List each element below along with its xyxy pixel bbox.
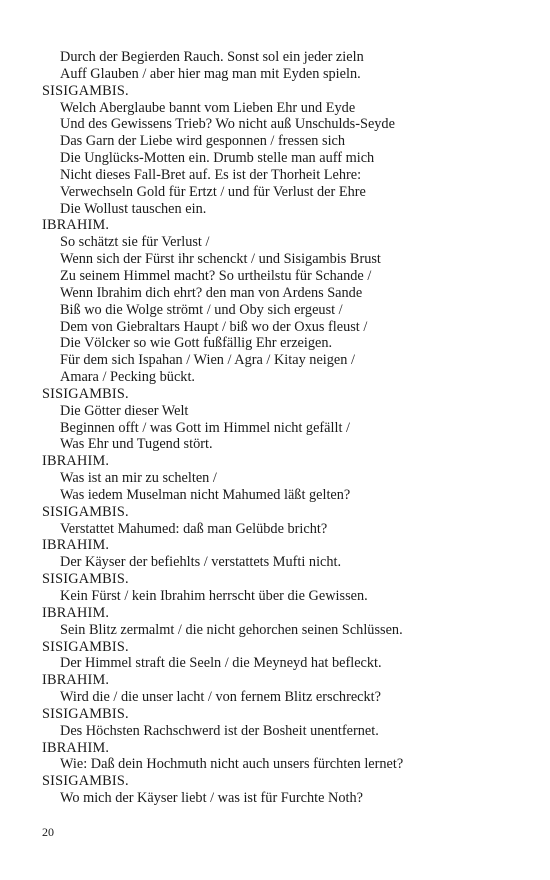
verse-line: Was iedem Muselman nicht Mahumed läßt gelten? [60, 486, 351, 503]
verse-line: Für dem sich Ispahan / Wien / Agra / Kitay neigen / [60, 352, 355, 369]
verse-line: Was Ehr und Tugend stört. [60, 436, 213, 453]
verse-line: Wenn Ibrahim dich ehrt? den man von Ardens Sande [60, 284, 363, 301]
speaker-name: IBRAHIM. [42, 217, 110, 234]
verse-line: Des Höchsten Rachschwerd ist der Bosheit unentfernet. [60, 722, 379, 739]
play-text [0, 49, 550, 807]
verse-line: Durch der Begierden Rauch. Sonst sol ein jeder zieln [60, 49, 364, 65]
speaker-name: SISIGAMBIS. [42, 773, 129, 790]
verse-line: Kein Fürst / kein Ibrahim herrscht über die Gewissen. [60, 588, 368, 604]
verse-line: Zu seinem Himmel macht? So urtheilstu für Schande / [60, 267, 372, 284]
verse-line: Und des Gewissens Trieb? Wo nicht auß Unschulds-Seyde [60, 116, 395, 133]
speaker-name: IBRAHIM. [42, 604, 110, 621]
verse-line: Amara / Pecking bückt. [60, 369, 195, 386]
verse-line: Die Wollust tauschen ein. [60, 200, 207, 217]
verse-line: Was ist an mir zu schelten / [60, 470, 217, 487]
speaker-name: SISIGAMBIS. [42, 638, 129, 655]
verse-line: Das Garn der Liebe wird gesponnen / fressen sich [60, 133, 346, 150]
verse-line: Wie: Daß dein Hochmuth nicht auch unsers fürchten lernet? [60, 756, 404, 773]
verse-line: Verstattet Mahumed: daß man Gelübde bricht? [60, 520, 328, 537]
verse-line: So schätzt sie für Verlust / [60, 234, 210, 251]
verse-line: Auff Glauben / aber hier mag man mit Eyden spieln. [60, 65, 361, 82]
verse-line: Biß wo die Wolge strömt / und Oby sich ergeust / [60, 301, 343, 318]
verse-line: Der Käyser der befiehlts / verstattets Mufti nicht. [60, 554, 342, 571]
speaker-name: IBRAHIM. [42, 672, 110, 689]
verse-line: Wenn sich der Fürst ihr schenckt / und Sisigambis Brust [60, 251, 381, 268]
verse-line: Beginnen offt / was Gott im Himmel nicht gefällt / [60, 419, 350, 436]
speaker-name: SISIGAMBIS. [42, 705, 129, 722]
verse-line: Verwechseln Gold für Ertzt / und für Verlust der Ehre [60, 183, 366, 200]
speaker-name: IBRAHIM. [42, 453, 110, 470]
speaker-name: SISIGAMBIS. [42, 571, 129, 588]
verse-line: Der Himmel straft die Seeln / die Meyneyd hat befleckt. [60, 655, 382, 672]
speaker-name: SISIGAMBIS. [42, 503, 129, 520]
verse-line: Dem von Giebraltars Haupt / biß wo der Oxus fleust / [60, 318, 368, 335]
verse-line: Wo mich der Käyser liebt / was ist für Furchte Noth? [60, 790, 363, 807]
verse-line: Die Völcker so wie Gott fußfällig Ehr erzeigen. [60, 335, 333, 352]
speaker-name: SISIGAMBIS. [42, 385, 129, 402]
speaker-name: SISIGAMBIS. [42, 82, 129, 99]
speaker-name: IBRAHIM. [42, 739, 110, 756]
verse-line: Sein Blitz zermalmt / die nicht gehorchen seinen Schlüssen. [60, 621, 403, 638]
verse-line: Wird die / die unser lacht / von fernem Blitz erschreckt? [60, 689, 381, 706]
speaker-name: IBRAHIM. [42, 537, 110, 554]
verse-line: Die Götter dieser Welt [60, 402, 189, 419]
page-number: 20 [42, 825, 54, 839]
verse-line: Nicht dieses Fall-Bret auf. Es ist der Thorheit Lehre: [60, 166, 362, 183]
verse-line: Welch Aberglaube bannt vom Lieben Ehr und Eyde [60, 99, 356, 116]
verse-line: Die Unglücks-Motten ein. Drumb stelle man auff mich [60, 150, 375, 167]
